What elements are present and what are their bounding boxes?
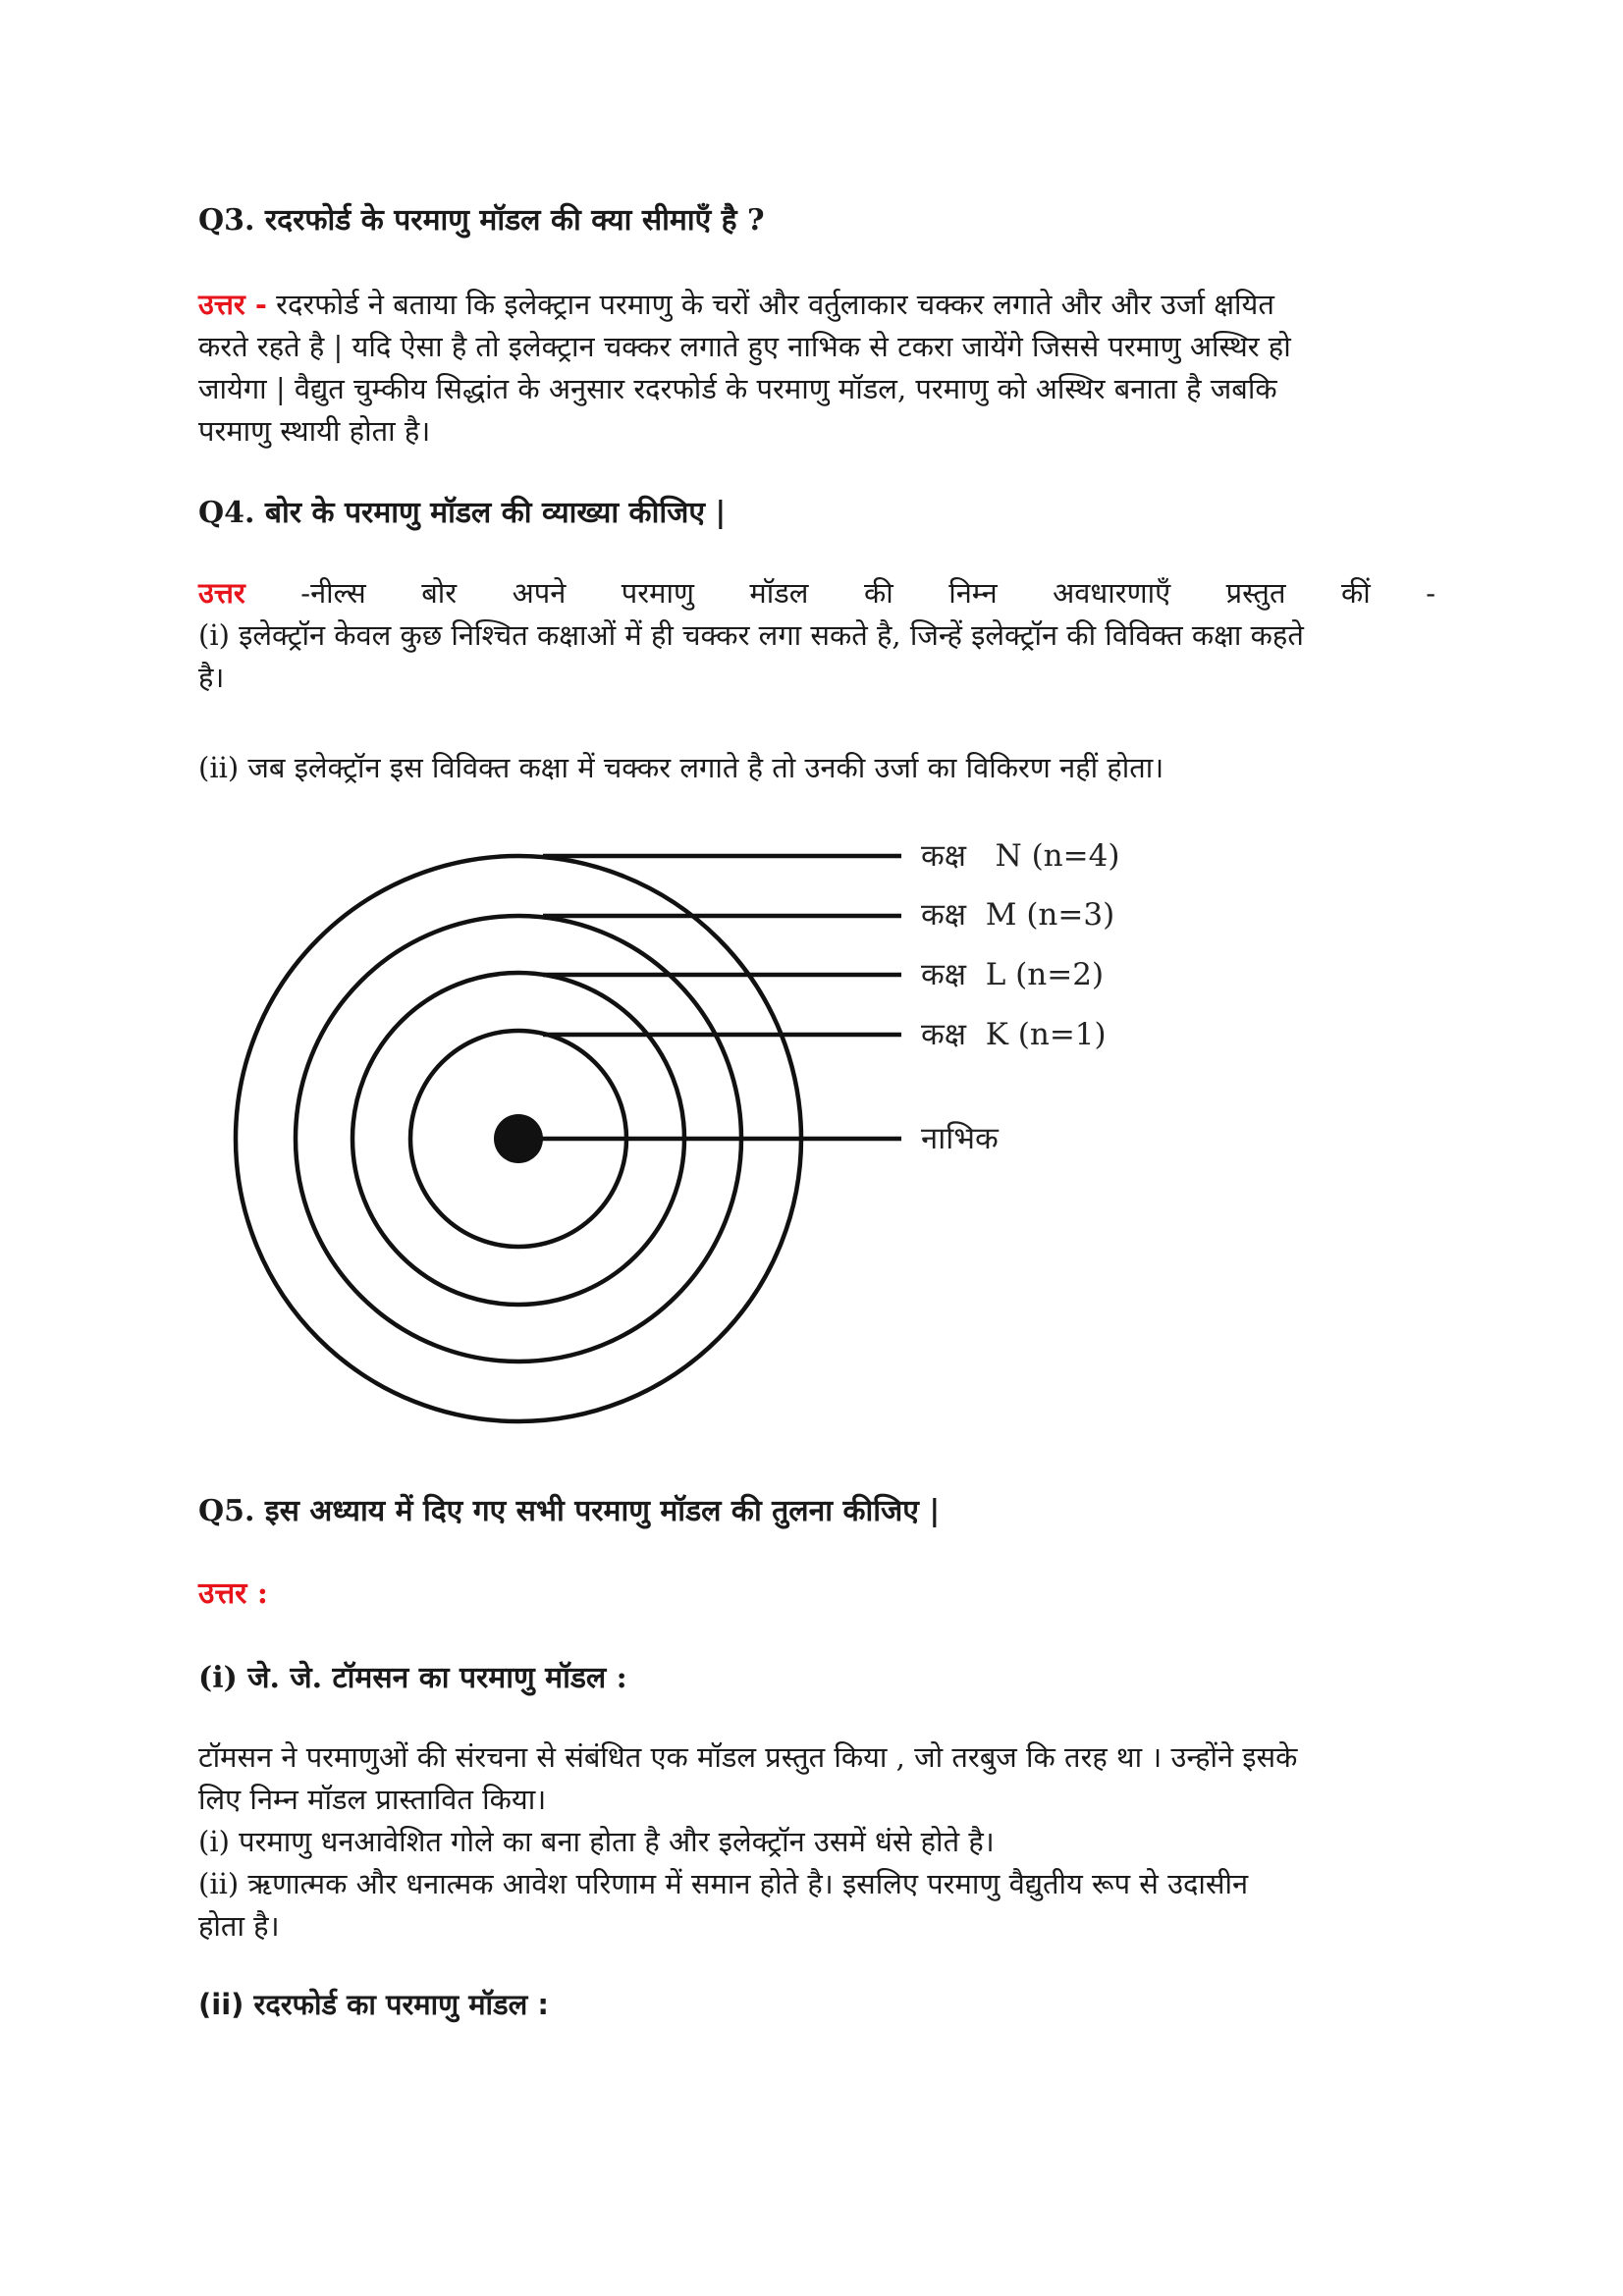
q5-question bbox=[198, 1492, 940, 1531]
q4-question-text: बोर के परमाणु मॉडल की व्याख्या कीजिए | bbox=[264, 496, 727, 530]
q4-point-1-line: है। bbox=[198, 661, 225, 694]
label-orbit-m: कक्ष M (n=3) bbox=[921, 897, 1115, 933]
q4-answer-intro: -नील्स बोर अपने परमाणु मॉडल की निम्न अवधारणाएँ प्रस्तुत कीं - bbox=[300, 576, 1436, 610]
label-orbit-l: कक्ष L (n=2) bbox=[921, 957, 1105, 992]
q3-answer-line: करते रहते है | यदि ऐसा है तो इलेक्ट्रान चक्कर लगाते हुए नाभिक से टकरा जायेंगे जिससे परमाणु अस्थिर हो bbox=[198, 330, 1291, 363]
q3-question-text: रदरफोर्ड के परमाणु मॉडल की क्या सीमाएँ है ? bbox=[264, 203, 765, 238]
q5-section-1-heading: (i) जे. जे. टॉमसन का परमाणु मॉडल : bbox=[198, 1661, 627, 1695]
q5-number: Q5. bbox=[198, 1494, 255, 1528]
q5-section-2-heading: (ii) रदरफोर्ड का परमाणु मॉडल : bbox=[198, 1988, 549, 2021]
q3-answer-line: जायेगा | वैद्युत चुम्कीय सिद्धांत के अनुसार रदरफोर्ड के परमाणु मॉडल, परमाणु को अस्थिर बनाता है जबकि bbox=[198, 372, 1277, 405]
q3-number: Q3. bbox=[198, 203, 255, 238]
q5-answer-label: उत्तर : bbox=[198, 1576, 268, 1611]
q5-section-1-line: (i) परमाणु धनआवेशित गोले का बना होता है और इलेक्ट्रॉन उसमें धंसे होते है। bbox=[198, 1825, 995, 1858]
q3-answer-label: उत्तर - bbox=[198, 288, 267, 321]
q5-section-1-body bbox=[198, 1736, 1435, 1948]
q5-section-1-line: टॉमसन ने परमाणुओं की संरचना से संबंधित एक मॉडल प्रस्तुत किया , जो तरबुज कि तरह था । उन्होंने इसके bbox=[198, 1740, 1298, 1774]
q3-answer-line: परमाणु स्थायी होता है। bbox=[198, 414, 431, 448]
q5-section-1-line: होता है। bbox=[198, 1909, 280, 1943]
label-orbit-k: कक्ष K (n=1) bbox=[921, 1017, 1107, 1052]
q4-point-1-line: (i) इलेक्ट्रॉन केवल कुछ निश्चित कक्षाओं में ही चक्कर लगा सकते है, जिन्हें इलेक्ट्रॉन की विविक्त कक्षा कहते bbox=[198, 618, 1304, 652]
q3-answer-line: रदरफोर्ड ने बताया कि इलेक्ट्रान परमाणु के चरों और वर्तुलाकार चक्कर लगाते और और उर्जा क्षयित bbox=[276, 288, 1274, 321]
q5-section-1-line: (ii) ऋणात्मक और धनात्मक आवेश परिणाम में समान होते है। इसलिए परमाणु वैद्युतीय रूप से उदासीन bbox=[198, 1867, 1249, 1900]
q5-question-text: इस अध्याय में दिए गए सभी परमाणु मॉडल की तुलना कीजिए | bbox=[264, 1494, 941, 1528]
q4-point-2: (ii) जब इलेक्ट्रॉन इस विविक्त कक्षा में चक्कर लगाते है तो उनकी उर्जा का विकिरण नहीं होता। bbox=[198, 751, 1164, 784]
label-orbit-n: कक्ष N (n=4) bbox=[921, 838, 1120, 874]
q4-number: Q4. bbox=[198, 496, 255, 530]
q4-answer-label: उत्तर bbox=[198, 576, 245, 610]
q5-section-1-line: लिए निम्न मॉडल प्रास्तावित किया। bbox=[198, 1783, 547, 1816]
q5-answer-label-row bbox=[198, 1575, 268, 1614]
label-nucleus: नाभिक bbox=[921, 1121, 999, 1156]
